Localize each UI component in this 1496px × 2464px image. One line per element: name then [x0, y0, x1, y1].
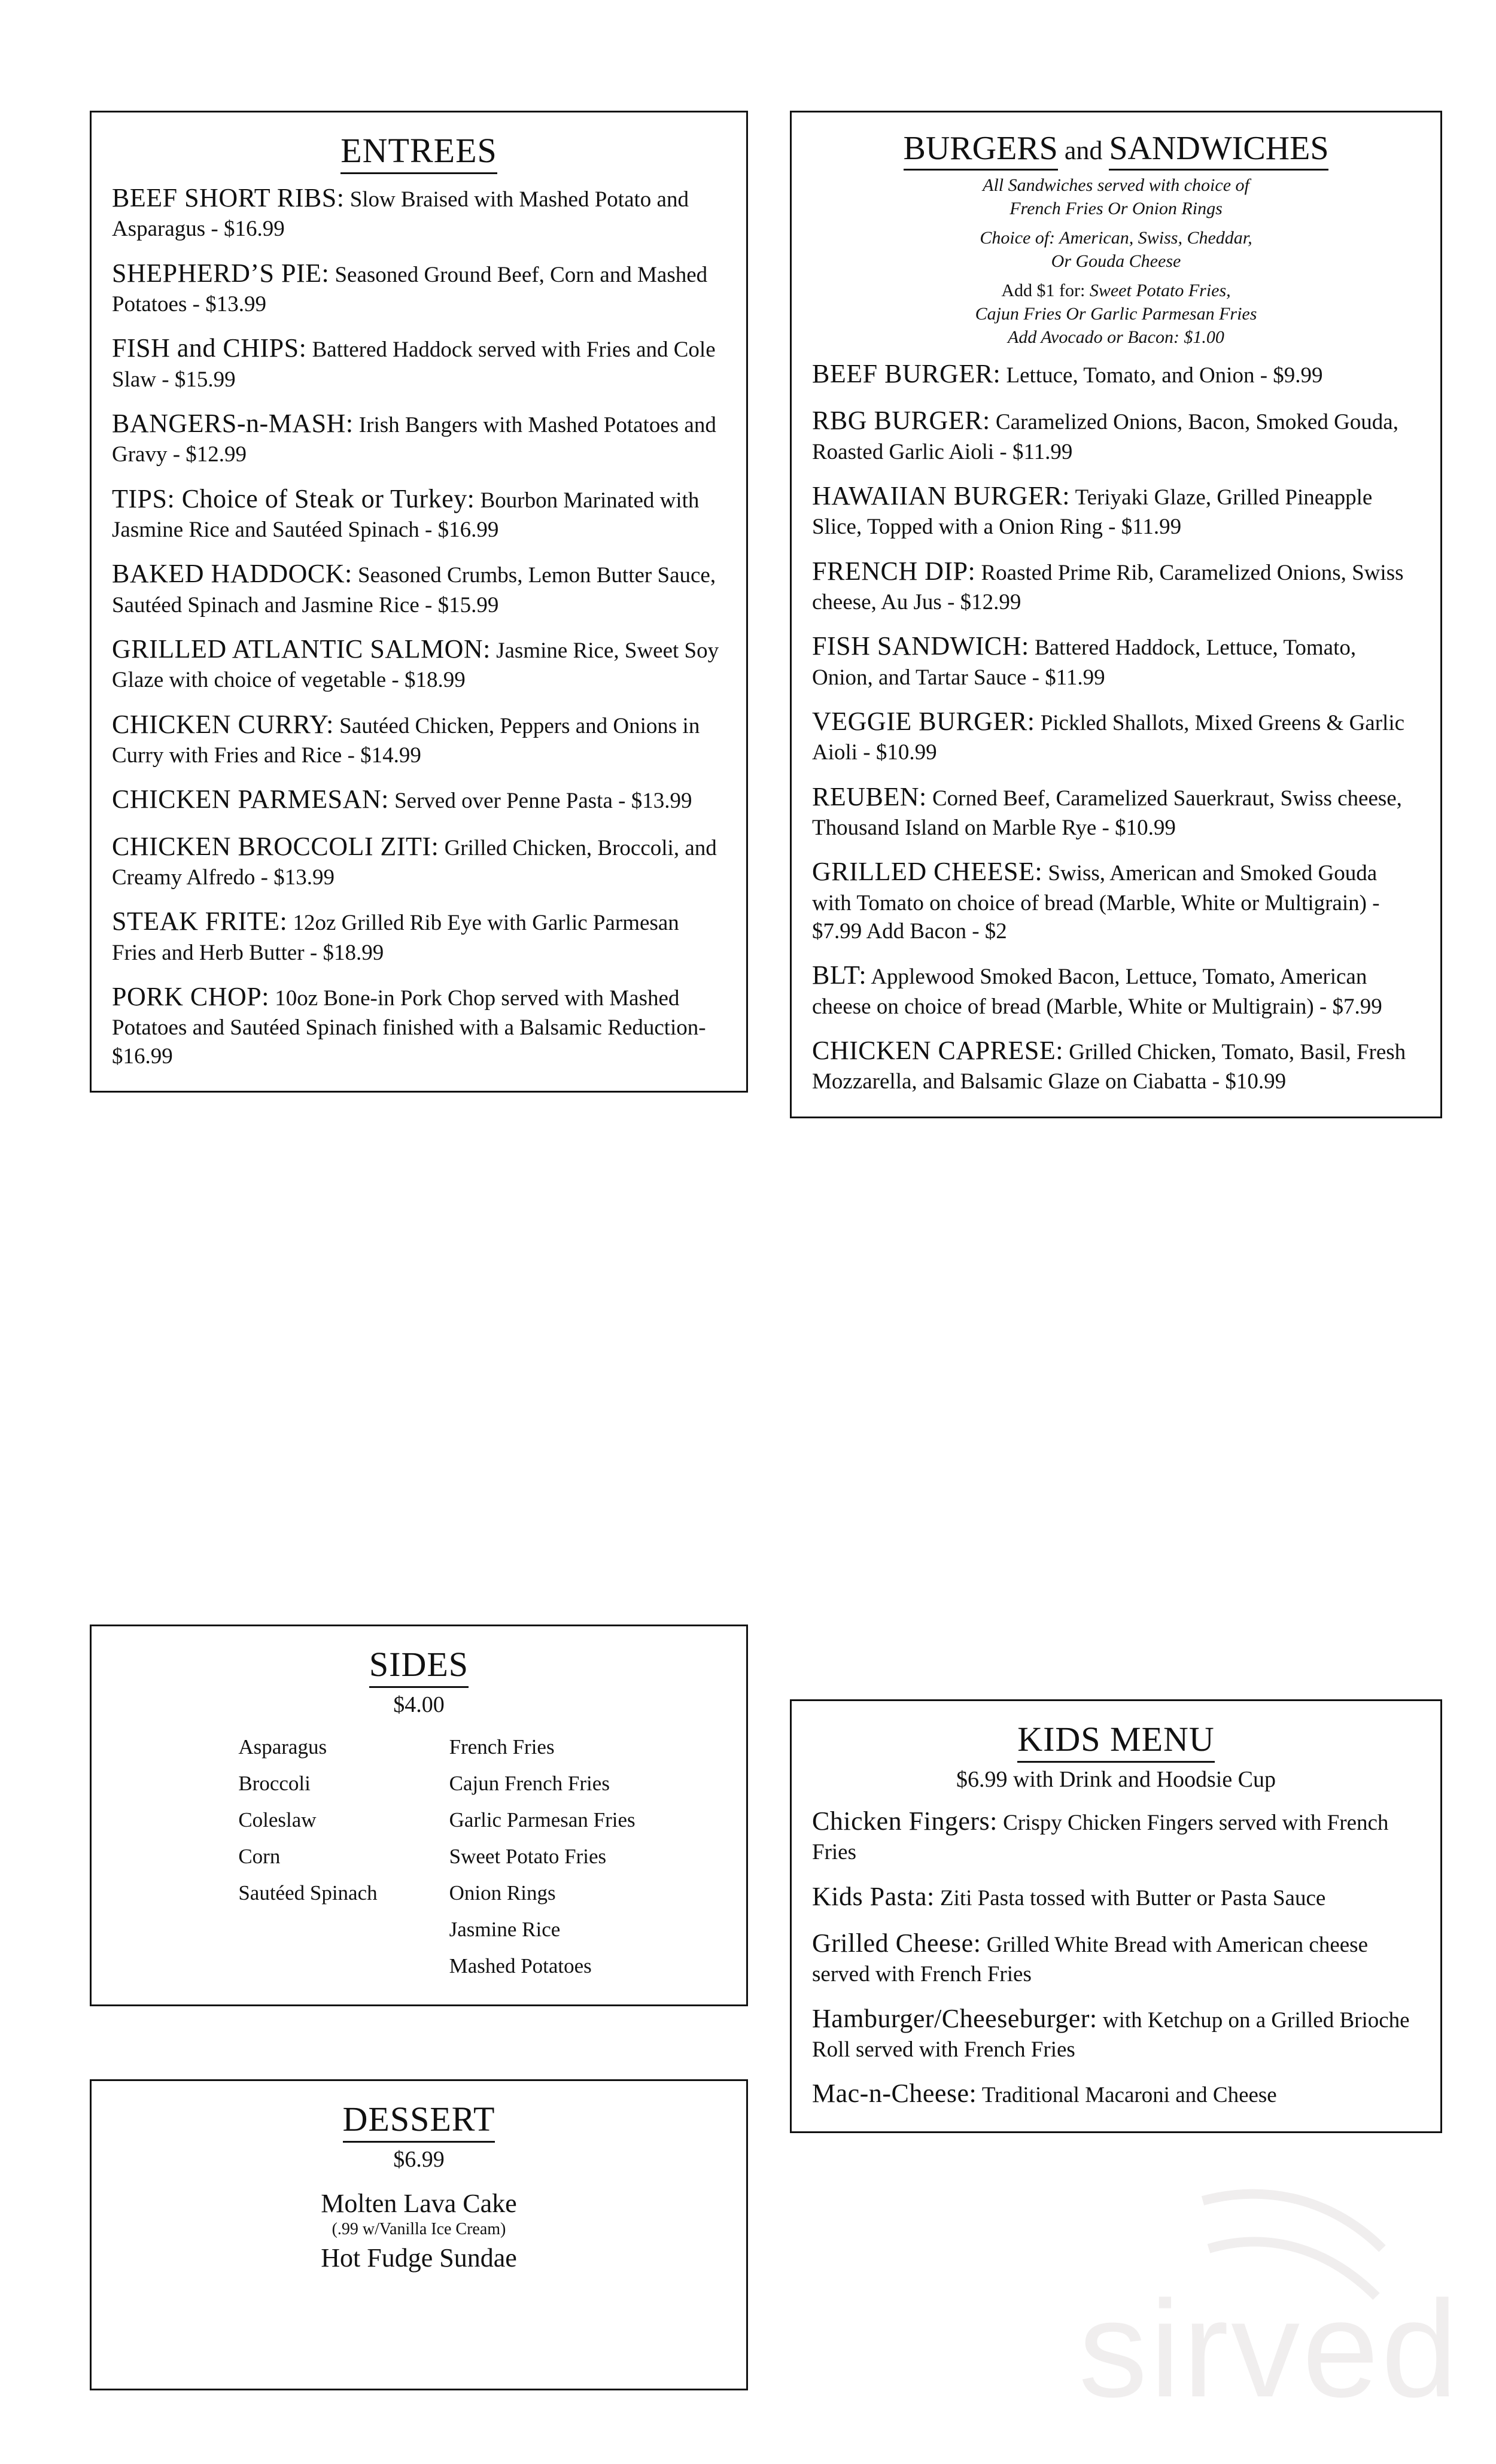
menu-item-description: Pickled Shallots, Mixed Greens & Garlic Aioli - $10.99 [812, 711, 1405, 765]
menu-item [112, 257, 726, 319]
side-item: Sautéed Spinach [238, 1881, 378, 1905]
kids-subtitle: $6.99 with Drink and Hoodsie Cup [956, 1767, 1276, 1792]
menu-item [112, 331, 726, 394]
menu-item [112, 407, 726, 469]
menu-item-name: Hamburger/Cheeseburger: [812, 2003, 1097, 2033]
entrees-section [90, 111, 748, 1093]
menu-item [112, 632, 726, 695]
menu-item-name: RBG BURGER: [812, 406, 990, 436]
menu-item-name: BLT: [812, 960, 867, 990]
menu-item-description: Grilled Chicken, Broccoli, and Creamy Alfredo - $13.99 [112, 835, 717, 890]
side-item: Coleslaw [238, 1808, 317, 1832]
menu-item-name: FISH and CHIPS: [112, 333, 307, 363]
menu-item-description: Bourbon Marinated with Jasmine Rice and Sautéed Spinach - $16.99 [112, 488, 700, 542]
burgers-sandwiches-section [790, 111, 1442, 1118]
menu-item [812, 1927, 1420, 1989]
fork-knife-icon [1197, 2177, 1388, 2332]
kids-menu-section [790, 1699, 1442, 2133]
menu-item [812, 629, 1420, 692]
burgers-note-1: All Sandwiches served with choice of French Fries Or Onion Rings [983, 175, 1249, 218]
side-item: Garlic Parmesan Fries [449, 1808, 636, 1832]
menu-item-name: BEEF BURGER: [812, 359, 1001, 388]
burgers-list [812, 357, 1420, 1096]
menu-item [112, 830, 726, 892]
menu-item-name: GRILLED CHEESE: [812, 857, 1043, 887]
menu-item [812, 855, 1420, 945]
menu-item-name: SHEPHERD’S PIE: [112, 258, 330, 288]
menu-item-name: Chicken Fingers: [812, 1806, 998, 1836]
menu-item [812, 479, 1420, 542]
side-item: Corn [238, 1845, 281, 1868]
side-item: Broccoli [238, 1772, 311, 1795]
menu-item-description: Grilled Chicken, Tomato, Basil, Fresh Mozzarella, and Balsamic Glaze on Ciabatta - $10.99 [812, 1040, 1406, 1094]
menu-item-description: Traditional Macaroni and Cheese [977, 2083, 1277, 2108]
menu-item-description: Ziti Pasta tossed with Butter or Pasta Sauce [934, 1885, 1326, 1911]
menu-item-name: FRENCH DIP: [812, 556, 976, 586]
menu-item-description: Crispy Chicken Fingers served with French Fries [812, 1811, 1389, 1865]
sides-title: SIDES [112, 1644, 726, 1684]
sides-price: $4.00 [393, 1692, 445, 1717]
menu-item-name: CHICKEN CAPRESE: [812, 1036, 1063, 1066]
dessert-item-note: (.99 w/Vanilla Ice Cream) [332, 2220, 506, 2238]
menu-item-name: CHICKEN PARMESAN: [112, 784, 389, 814]
entrees-title: ENTREES [112, 130, 726, 171]
menu-item [112, 980, 726, 1070]
menu-item-description: Lettuce, Tomato, and Onion - $9.99 [1001, 363, 1323, 388]
menu-item [112, 905, 726, 967]
menu-item-description: Swiss, American and Smoked Gouda with Tomato on choice of bread (Marble, White or Multigrain) - $7.99 Add Bacon - $2 [812, 861, 1380, 944]
menu-item [812, 555, 1420, 617]
menu-item-name: Grilled Cheese: [812, 1928, 981, 1958]
burgers-note-3: Add $1 for: Sweet Potato Fries, Cajun Fries Or Garlic Parmesan Fries Add Avocado or Bacon: $1.00 [975, 281, 1257, 347]
side-item: Asparagus [238, 1735, 327, 1759]
side-item: Mashed Potatoes [449, 1954, 592, 1978]
side-item: Jasmine Rice [449, 1918, 561, 1941]
menu-item-name: CHICKEN BROCCOLI ZITI: [112, 831, 439, 861]
menu-item [812, 2077, 1420, 2110]
menu-item-name: TIPS: Choice of Steak or Turkey: [112, 483, 475, 513]
sides-column-right [449, 1729, 636, 1984]
menu-item-name: BAKED HADDOCK: [112, 559, 352, 589]
menu-item [812, 1805, 1420, 1867]
menu-item-description: 12oz Grilled Rib Eye with Garlic Parmesan Fries and Herb Butter - $18.99 [112, 911, 679, 965]
kids-title: KIDS MENU [812, 1719, 1420, 1759]
dessert-title: DESSERT [112, 2099, 726, 2139]
menu-item-description: Slow Braised with Mashed Potato and Asparagus - $16.99 [112, 187, 689, 242]
menu-item [812, 959, 1420, 1021]
menu-item-description: Corned Beef, Caramelized Sauerkraut, Swiss cheese, Thousand Island on Marble Rye - $10.99 [812, 786, 1402, 840]
menu-item-name: CHICKEN CURRY: [112, 709, 334, 739]
menu-item-description: Served over Penne Pasta - $13.99 [388, 789, 692, 814]
menu-item-name: GRILLED ATLANTIC SALMON: [112, 634, 491, 664]
burgers-title: BURGERS and SANDWICHES [812, 129, 1420, 168]
menu-item-description: Roasted Prime Rib, Caramelized Onions, Swiss cheese, Au Jus - $12.99 [812, 560, 1404, 615]
entrees-list [112, 181, 726, 1070]
menu-item [112, 708, 726, 770]
menu-item-name: HAWAIIAN BURGER: [812, 480, 1071, 510]
menu-item-description: Battered Haddock served with Fries and Cole Slaw - $15.99 [112, 337, 716, 392]
sirved-watermark [1078, 2270, 1460, 2428]
menu-item-description: Grilled White Bread with American cheese served with French Fries [812, 1932, 1369, 1987]
dessert-price: $6.99 [393, 2147, 445, 2172]
menu-item [112, 783, 726, 816]
menu-item [812, 705, 1420, 767]
dessert-item-hot-fudge-sundae: Hot Fudge Sundae [321, 2243, 517, 2273]
menu-item-description: Jasmine Rice, Sweet Soy Glaze with choice of vegetable - $18.99 [112, 638, 719, 693]
menu-item [812, 1880, 1420, 1914]
menu-item-name: Kids Pasta: [812, 1881, 935, 1911]
menu-item [812, 2002, 1420, 2064]
side-item: Sweet Potato Fries [449, 1845, 607, 1868]
menu-item [812, 404, 1420, 466]
menu-item-name: Mac-n-Cheese: [812, 2079, 977, 2109]
kids-list [812, 1805, 1420, 2111]
menu-item [812, 1034, 1420, 1096]
sides-column-left [238, 1729, 377, 1984]
menu-item-description: Teriyaki Glaze, Grilled Pineapple Slice, Topped with a Onion Ring - $11.99 [812, 485, 1373, 540]
menu-item-name: VEGGIE BURGER: [812, 707, 1035, 736]
menu-item-description: Seasoned Crumbs, Lemon Butter Sauce, Sautéed Spinach and Jasmine Rice - $15.99 [112, 563, 716, 617]
menu-item-description: Applewood Smoked Bacon, Lettuce, Tomato, American cheese on choice of bread (Marble, White or Multigrain) - $7.99 [812, 965, 1382, 1019]
watermark-text: sirved [1078, 2272, 1460, 2426]
menu-item [112, 181, 726, 244]
menu-item [812, 780, 1420, 842]
burgers-note-2: Choice of: American, Swiss, Cheddar, Or Gouda Cheese [980, 228, 1252, 271]
menu-item-description: with Ketchup on a Grilled Brioche Roll served with French Fries [812, 2007, 1410, 2062]
menu-item [812, 357, 1420, 391]
menu-item-name: REUBEN: [812, 781, 927, 811]
menu-item-description: Caramelized Onions, Bacon, Smoked Gouda, Roasted Garlic Aioli - $11.99 [812, 410, 1398, 464]
dessert-item-molten-lava-cake: Molten Lava Cake [321, 2189, 517, 2218]
menu-item-name: STEAK FRITE: [112, 906, 288, 936]
menu-item-description: Seasoned Ground Beef, Corn and Mashed Potatoes - $13.99 [112, 262, 708, 317]
side-item: Cajun French Fries [449, 1772, 610, 1795]
menu-item-name: PORK CHOP: [112, 982, 269, 1012]
menu-item-description: Battered Haddock, Lettuce, Tomato, Onion, and Tartar Sauce - $11.99 [812, 635, 1357, 690]
menu-item [112, 557, 726, 619]
dessert-section [90, 2079, 748, 2390]
menu-item-name: BEEF SHORT RIBS: [112, 183, 345, 212]
menu-item-name: BANGERS-n-MASH: [112, 409, 354, 439]
menu-item-description: Sautéed Chicken, Peppers and Onions in Curry with Fries and Rice - $14.99 [112, 713, 700, 768]
side-item: Onion Rings [449, 1881, 556, 1905]
menu-item-name: FISH SANDWICH: [812, 631, 1029, 661]
menu-item-description: 10oz Bone-in Pork Chop served with Mashed Potatoes and Sautéed Spinach finished with a Balsamic Reduction- $16.99 [112, 986, 706, 1069]
menu-item-description: Irish Bangers with Mashed Potatoes and Gravy - $12.99 [112, 413, 716, 467]
side-item: French Fries [449, 1735, 555, 1759]
menu-item [112, 482, 726, 544]
sides-section [90, 1625, 748, 2006]
